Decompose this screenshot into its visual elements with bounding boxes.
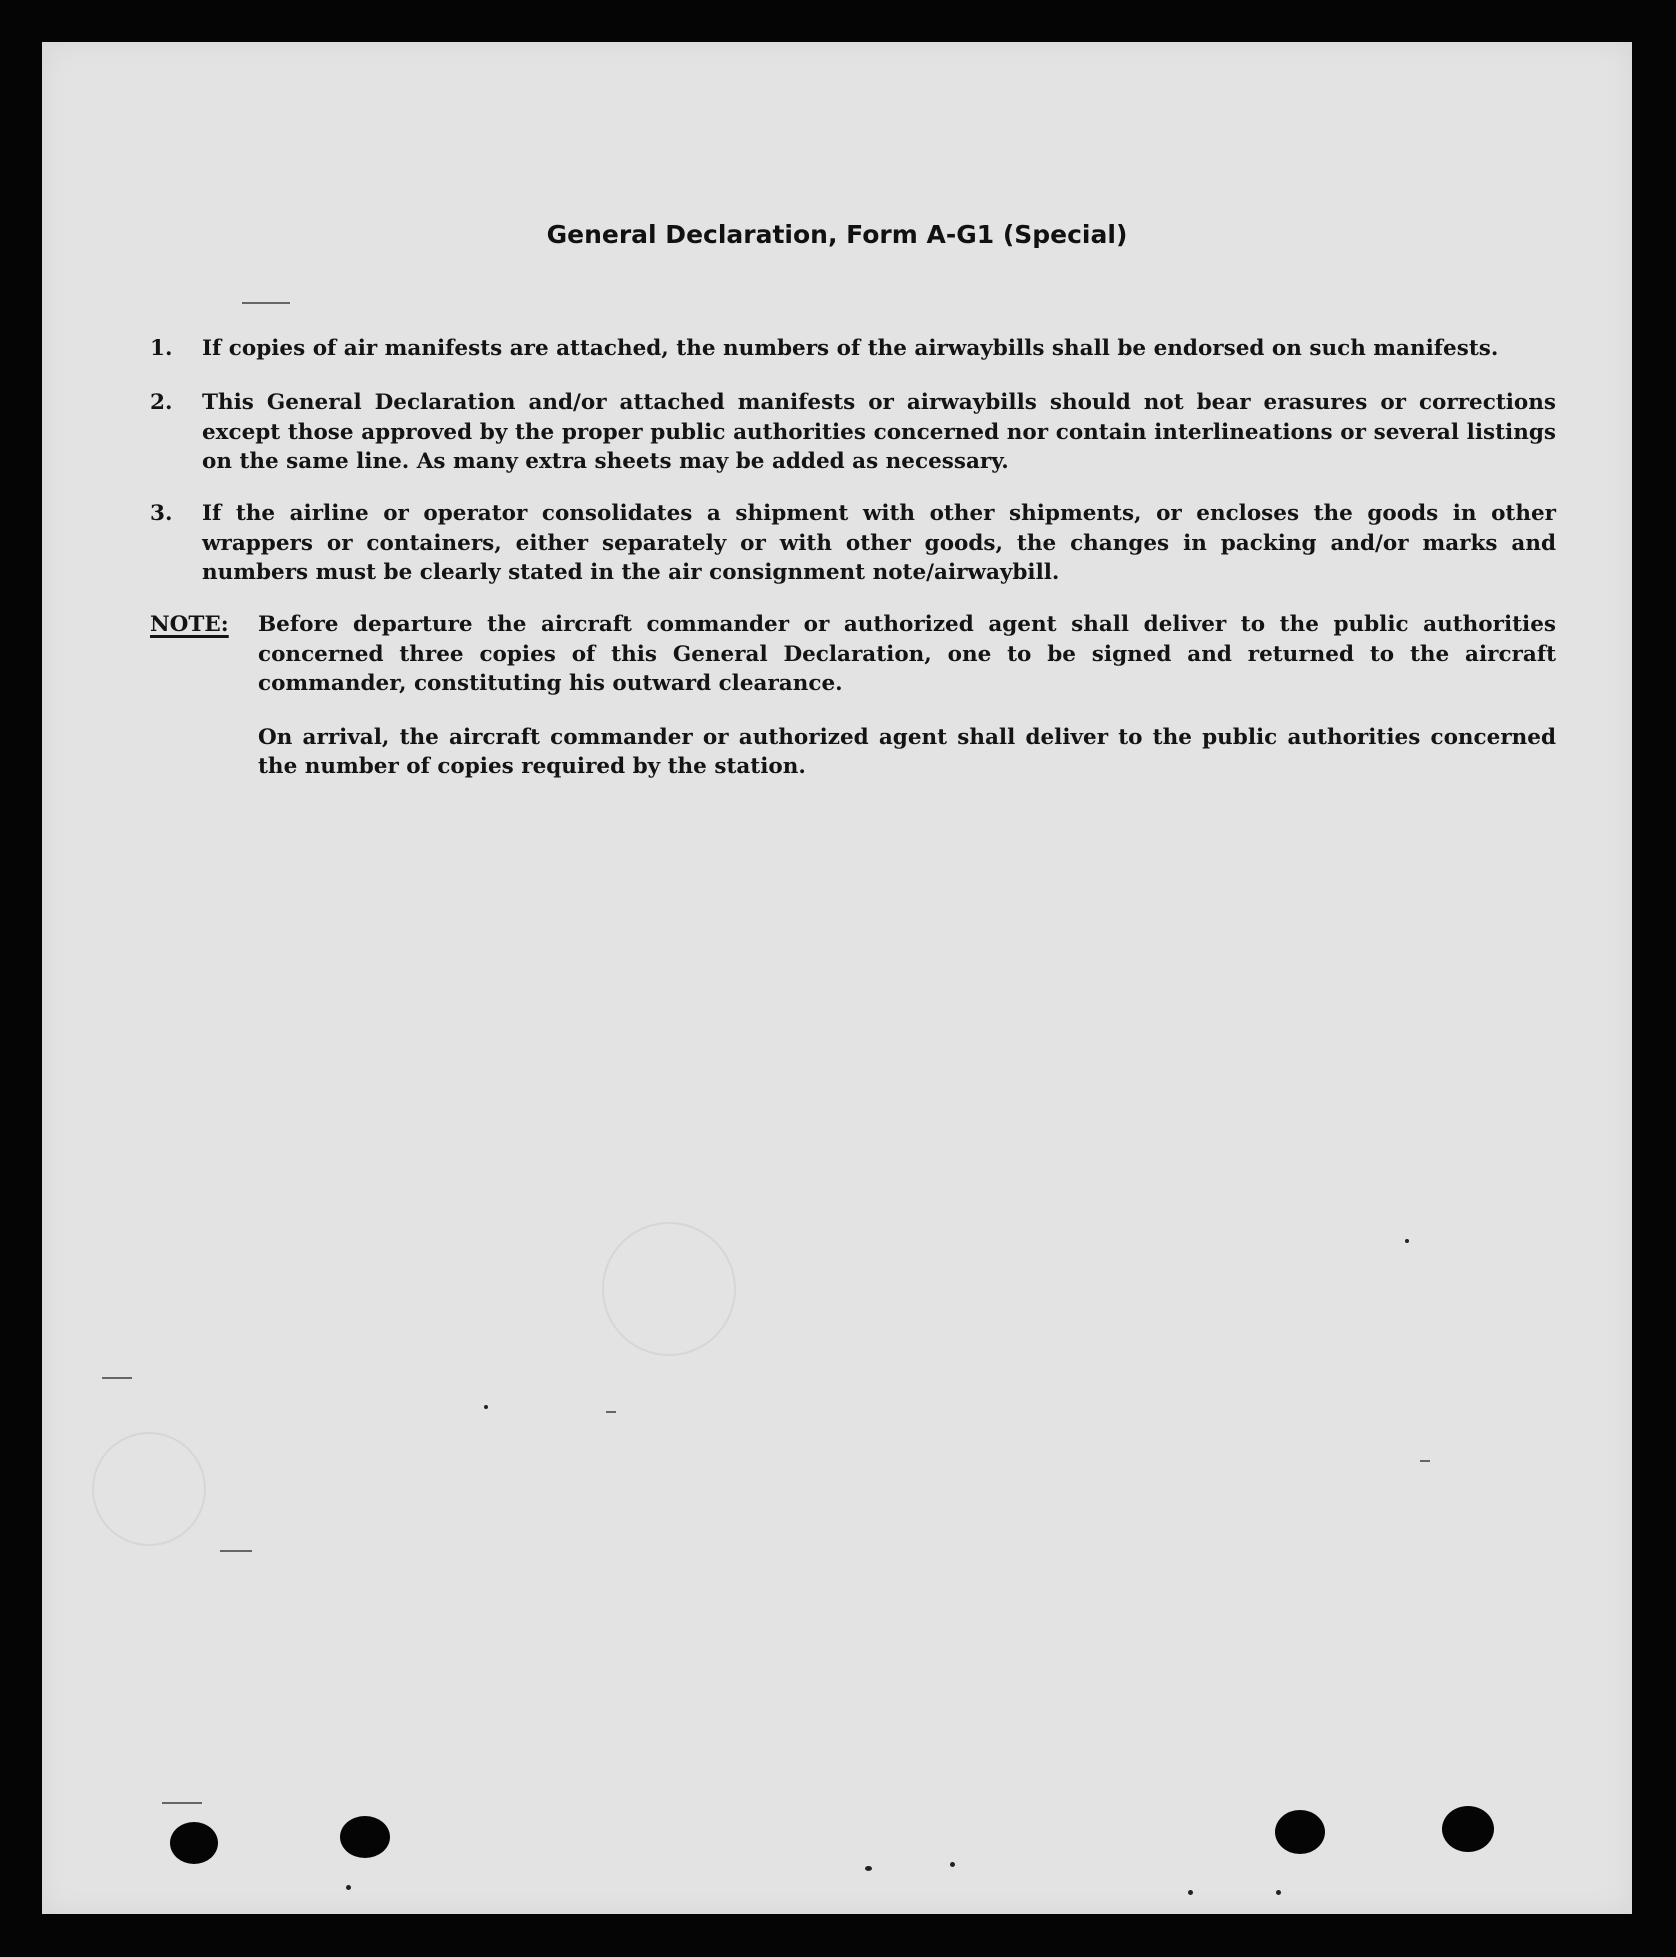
item-text: If copies of air manifests are attached, the numbers of the airwaybills shall be endorsed on such manifests. <box>202 336 1499 361</box>
scan-mark <box>242 302 290 304</box>
document-page <box>42 42 1632 1914</box>
scan-speck <box>1188 1890 1193 1895</box>
item-number: 2. <box>150 390 173 415</box>
punch-hole <box>340 1816 390 1858</box>
scan-speck <box>484 1405 488 1409</box>
scan-speck <box>865 1866 872 1871</box>
punch-hole <box>170 1822 218 1864</box>
item-number: 1. <box>150 336 173 361</box>
scan-mark <box>102 1377 132 1379</box>
item-text: This General Declaration and/or attached manifests or airwaybills should not bear erasures or corrections except those approved by the proper public authorities concerned nor contain interlineations or several listings on the same line. As many extra sheets may be added as necessary. <box>202 390 1556 474</box>
note-label: NOTE: <box>150 612 229 637</box>
scan-mark <box>220 1550 252 1552</box>
list-item-3 <box>150 499 1556 588</box>
scan-mark <box>606 1411 616 1413</box>
punch-hole <box>1275 1810 1325 1854</box>
scan-speck <box>1405 1239 1409 1243</box>
list-item-2 <box>150 388 1556 477</box>
scan-mark <box>162 1802 202 1804</box>
scan-speck <box>950 1862 955 1867</box>
punch-hole <box>1442 1806 1494 1852</box>
note-section <box>150 610 1556 806</box>
bleed-through-mark <box>602 1222 736 1356</box>
list-item-1 <box>150 334 1556 364</box>
document-title: General Declaration, Form A-G1 (Special) <box>546 220 1128 249</box>
scan-speck <box>346 1885 351 1890</box>
bleed-through-mark <box>92 1432 206 1546</box>
note-paragraph-2: On arrival, the aircraft commander or authorized agent shall deliver to the public authorities concerned the number of copies required by the station. <box>258 724 1556 779</box>
scan-speck <box>1276 1890 1281 1895</box>
note-paragraph-1: Before departure the aircraft commander or authorized agent shall deliver to the public authorities concerned three copies of this General Declaration, one to be signed and returned to the aircraft commander, constituting his outward clearance. <box>258 612 1556 696</box>
scan-mark <box>1420 1460 1430 1462</box>
item-number: 3. <box>150 501 173 526</box>
item-text: If the airline or operator consolidates a shipment with other shipments, or encloses the goods in other wrappers or containers, either separately or with other goods, the changes in packing and/or marks and numbers must be clearly stated in the air consignment note/airwaybill. <box>202 501 1556 585</box>
